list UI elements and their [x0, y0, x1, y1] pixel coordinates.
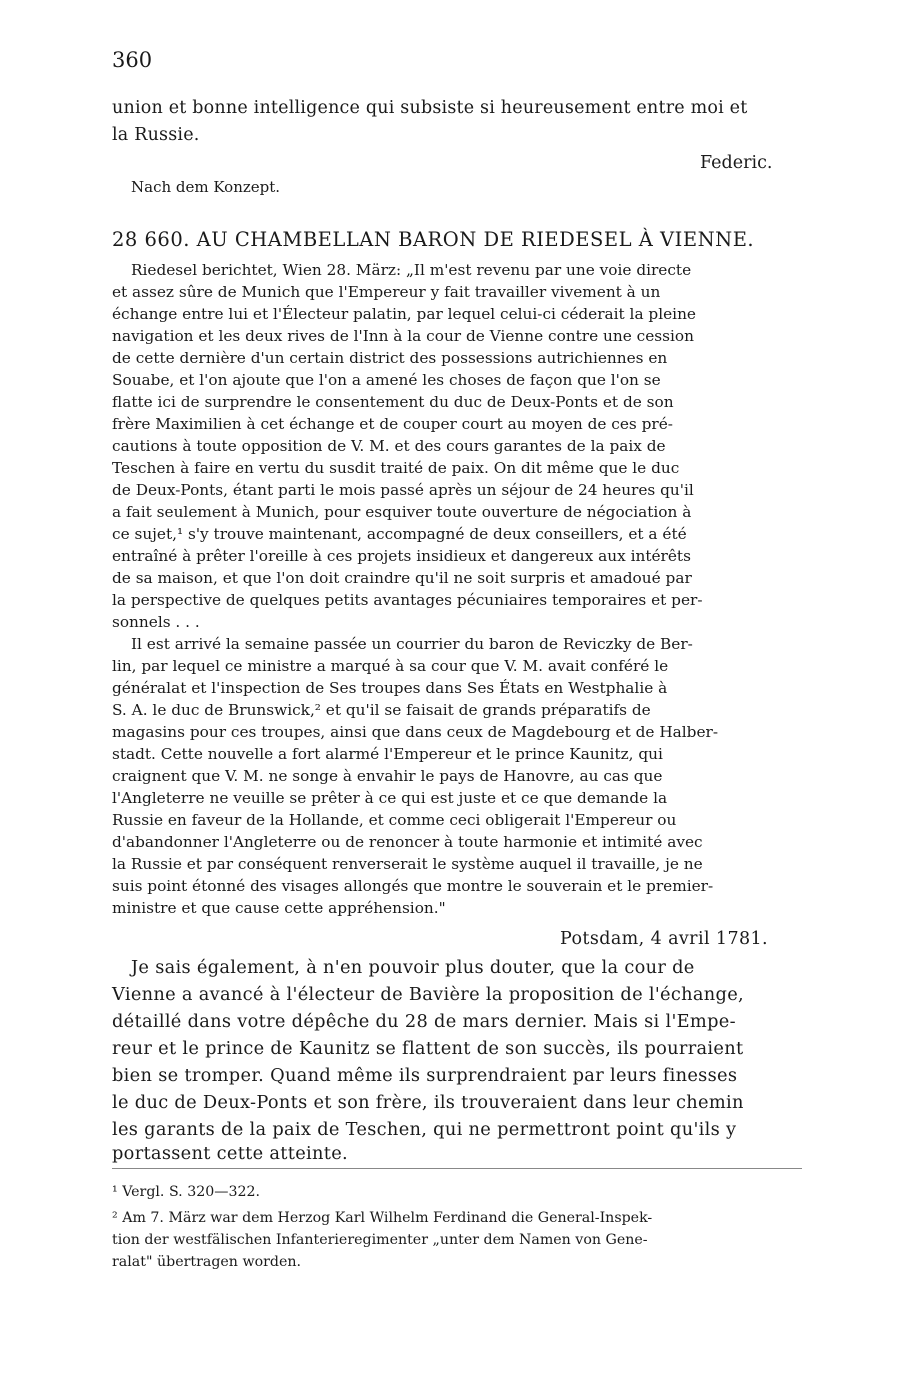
text-line: généralat et l'inspection de Ses troupes dans Ses États en Westphalie à: [112, 679, 668, 697]
text-line: de Deux-Ponts, étant parti le mois passé après un séjour de 24 heures qu'il: [112, 481, 694, 499]
text-line: stadt. Cette nouvelle a fort alarmé l'Empereur et le prince Kaunitz, qui: [112, 745, 663, 763]
text-line: sonnels . . .: [112, 613, 200, 631]
text-line: frère Maximilien à cet échange et de couper court au moyen de ces pré-: [112, 415, 673, 433]
letter-heading: 28 660. AU CHAMBELLAN BARON DE RIEDESEL À VIENNE.: [112, 228, 755, 251]
text-line: ce sujet,¹ s'y trouve maintenant, accompagné de deux conseillers, et a été: [112, 525, 687, 543]
text-line: d'abandonner l'Angleterre ou de renoncer à toute harmonie et intimité avec: [112, 833, 703, 851]
page-number: 360: [112, 48, 153, 72]
footnote-divider: [112, 1168, 802, 1169]
footnote: ¹ Vergl. S. 320—322.: [112, 1184, 261, 1200]
text-line: le duc de Deux-Ponts et son frère, ils trouveraient dans leur chemin: [112, 1092, 744, 1113]
footnote: ² Am 7. März war dem Herzog Karl Wilhelm Ferdinand die General-Inspek-: [112, 1210, 653, 1226]
text-line: a fait seulement à Munich, pour esquiver toute ouverture de négociation à: [112, 503, 692, 521]
text-line: bien se tromper. Quand même ils surprendraient par leurs finesses: [112, 1065, 738, 1086]
signature: Federic.: [700, 153, 773, 173]
text-line: union et bonne intelligence qui subsiste si heureusement entre moi et: [112, 98, 748, 118]
text-line: Riedesel berichtet, Wien 28. März: „Il m'est revenu par une voie directe: [131, 261, 692, 279]
footnote: tion der westfälischen Infanterieregimenter „unter dem Namen von Gene-: [112, 1232, 648, 1248]
text-line: craignent que V. M. ne songe à envahir le pays de Hanovre, au cas que: [112, 767, 663, 785]
text-line: de cette dernière d'un certain district des possessions autrichiennes en: [112, 349, 668, 367]
text-line: ministre et que cause cette appréhension.": [112, 899, 446, 917]
text-line: Il est arrivé la semaine passée un courrier du baron de Reviczky de Ber-: [131, 635, 693, 653]
text-line: Russie en faveur de la Hollande, et comme ceci obligerait l'Empereur ou: [112, 811, 677, 829]
dateline: Potsdam, 4 avril 1781.: [560, 929, 769, 949]
text-line: la Russie et par conséquent renverserait le système auquel il travaille, je ne: [112, 855, 703, 873]
text-line: flatte ici de surprendre le consentement du duc de Deux-Ponts et de son: [112, 393, 674, 411]
text-line: reur et le prince de Kaunitz se flattent de son succès, ils pourraient: [112, 1038, 744, 1059]
text-line: la Russie.: [112, 125, 200, 145]
text-line: cautions à toute opposition de V. M. et des cours garantes de la paix de: [112, 437, 666, 455]
text-line: magasins pour ces troupes, ainsi que dans ceux de Magdebourg et de Halber-: [112, 723, 719, 741]
text-line: et assez sûre de Munich que l'Empereur y fait travailler vivement à un: [112, 283, 661, 301]
text-line: Souabe, et l'on ajoute que l'on a amené les choses de façon que l'on se: [112, 371, 661, 389]
text-line: portassent cette atteinte.: [112, 1143, 348, 1164]
text-line: Vienne a avancé à l'électeur de Bavière la proposition de l'échange,: [112, 984, 744, 1005]
text-line: les garants de la paix de Teschen, qui ne permettront point qu'ils y: [112, 1119, 737, 1140]
text-line: détaillé dans votre dépêche du 28 de mars dernier. Mais si l'Empe-: [112, 1011, 736, 1032]
text-line: entraîné à prêter l'oreille à ces projets insidieux et dangereux aux intérêts: [112, 547, 691, 565]
text-line: S. A. le duc de Brunswick,² et qu'il se faisait de grands préparatifs de: [112, 701, 651, 719]
source-note: Nach dem Konzept.: [131, 178, 281, 196]
text-line: suis point étonné des visages allongés que montre le souverain et le premier-: [112, 877, 714, 895]
text-line: l'Angleterre ne veuille se prêter à ce qui est juste et ce que demande la: [112, 789, 668, 807]
footnote: ralat" übertragen worden.: [112, 1254, 302, 1270]
text-line: la perspective de quelques petits avantages pécuniaires temporaires et per-: [112, 591, 703, 609]
text-line: de sa maison, et que l'on doit craindre qu'il ne soit surpris et amadoué par: [112, 569, 692, 587]
text-line: Teschen à faire en vertu du susdit traité de paix. On dit même que le duc: [112, 459, 680, 477]
text-line: échange entre lui et l'Électeur palatin, par lequel celui-ci céderait la pleine: [112, 305, 696, 323]
text-line: navigation et les deux rives de l'Inn à la cour de Vienne contre une cession: [112, 327, 694, 345]
text-line: lin, par lequel ce ministre a marqué à sa cour que V. M. avait conféré le: [112, 657, 669, 675]
text-line: Je sais également, à n'en pouvoir plus douter, que la cour de: [131, 957, 695, 978]
